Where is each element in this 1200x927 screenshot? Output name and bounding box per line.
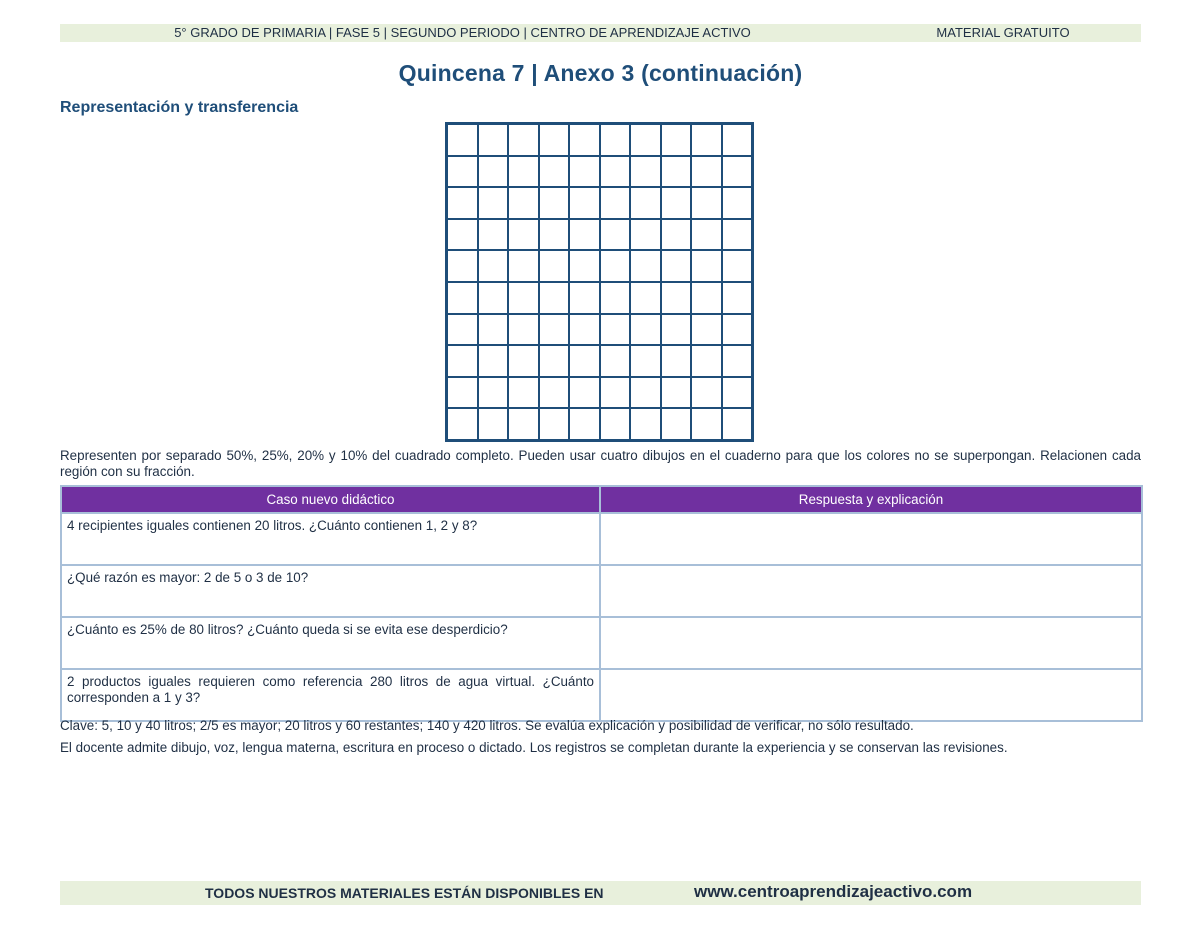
grid-cell — [539, 345, 570, 377]
grid-cell — [508, 219, 539, 251]
header-bar — [60, 24, 1141, 42]
grid-cell — [508, 187, 539, 219]
grid-cell — [478, 187, 509, 219]
grid-cell — [691, 187, 722, 219]
grid-cell — [508, 282, 539, 314]
grid-cell — [569, 156, 600, 188]
grid-cell — [600, 124, 631, 156]
grid-cell — [661, 377, 692, 409]
grid-cell — [478, 219, 509, 251]
grid-cell — [569, 345, 600, 377]
grid-cell — [478, 124, 509, 156]
grid-cell — [478, 345, 509, 377]
grid-cell — [691, 314, 722, 346]
grid-cell — [600, 377, 631, 409]
answer-cell[interactable] — [600, 617, 1142, 669]
grid-cell — [691, 408, 722, 440]
answer-cell[interactable] — [600, 565, 1142, 617]
grid-cell — [722, 219, 753, 251]
grid-cell — [630, 408, 661, 440]
hundred-grid — [445, 122, 754, 442]
table-row — [61, 617, 1142, 669]
grid-cell — [600, 187, 631, 219]
grid-cell — [661, 314, 692, 346]
grid-cell — [661, 124, 692, 156]
grid-cell — [691, 282, 722, 314]
grid-cell — [722, 124, 753, 156]
grid-cell — [508, 408, 539, 440]
grid-cell — [539, 187, 570, 219]
footer-text: TODOS NUESTROS MATERIALES ESTÁN DISPONIBLES EN — [205, 885, 604, 901]
grid-cell — [661, 345, 692, 377]
grid-cell — [722, 282, 753, 314]
grid-cell — [447, 377, 478, 409]
grid-cell — [691, 156, 722, 188]
grid-cell — [630, 250, 661, 282]
key-note: Clave: 5, 10 y 40 litros; 2/5 es mayor; 20 litros y 60 restantes; 140 y 420 litros. Se evalúa explicación y posibilidad de verificar, no sólo resultado. — [60, 718, 914, 733]
grid-cell — [630, 187, 661, 219]
table-row — [61, 669, 1142, 721]
grid-cell — [447, 156, 478, 188]
grid-cell — [661, 408, 692, 440]
grid-cell — [447, 219, 478, 251]
footer-bar — [60, 881, 1141, 905]
grid-cell — [630, 156, 661, 188]
case-cell: ¿Qué razón es mayor: 2 de 5 o 3 de 10? — [61, 565, 600, 617]
grid-cell — [630, 345, 661, 377]
header-info: 5° GRADO DE PRIMARIA | FASE 5 | SEGUNDO PERIODO | CENTRO DE APRENDIZAJE ACTIVO — [174, 25, 751, 40]
grid-cell — [539, 250, 570, 282]
grid-cell — [508, 345, 539, 377]
column-header-case: Caso nuevo didáctico — [61, 486, 600, 513]
grid-cell — [447, 187, 478, 219]
column-header-answer: Respuesta y explicación — [600, 486, 1142, 513]
grid-cell — [569, 377, 600, 409]
grid-cell — [722, 314, 753, 346]
grid-cell — [630, 282, 661, 314]
grid-cell — [508, 156, 539, 188]
grid-cell — [600, 156, 631, 188]
grid-cell — [722, 187, 753, 219]
grid-cell — [478, 282, 509, 314]
grid-cell — [447, 408, 478, 440]
grid-cell — [661, 187, 692, 219]
grid-cell — [447, 282, 478, 314]
case-cell: 4 recipientes iguales contienen 20 litros. ¿Cuánto contienen 1, 2 y 8? — [61, 513, 600, 565]
grid-cell — [539, 219, 570, 251]
grid-cell — [691, 124, 722, 156]
grid-cell — [447, 250, 478, 282]
grid-cell — [539, 408, 570, 440]
header-badge: MATERIAL GRATUITO — [936, 25, 1070, 40]
grid-cell — [630, 219, 661, 251]
footer-link[interactable]: www.centroaprendizajeactivo.com — [694, 882, 973, 901]
grid-cell — [661, 156, 692, 188]
grid-cell — [447, 124, 478, 156]
grid-cell — [630, 124, 661, 156]
grid-cell — [569, 187, 600, 219]
grid-cell — [600, 345, 631, 377]
grid-cell — [539, 156, 570, 188]
grid-cell — [508, 250, 539, 282]
grid-cell — [722, 250, 753, 282]
grid-cell — [569, 219, 600, 251]
grid-cell — [539, 124, 570, 156]
grid-cell — [722, 408, 753, 440]
grid-cell — [630, 377, 661, 409]
grid-cell — [447, 345, 478, 377]
case-cell: ¿Cuánto es 25% de 80 litros? ¿Cuánto queda si se evita ese desperdicio? — [61, 617, 600, 669]
grid-cell — [569, 250, 600, 282]
grid-cell — [691, 219, 722, 251]
cases-table — [60, 485, 1143, 722]
answer-cell[interactable] — [600, 513, 1142, 565]
grid-cell — [539, 377, 570, 409]
section-title: Representación y transferencia — [60, 99, 299, 116]
answer-cell[interactable] — [600, 669, 1142, 721]
grid-cell — [569, 282, 600, 314]
grid-cell — [478, 408, 509, 440]
grid-cell — [600, 408, 631, 440]
grid-cell — [691, 345, 722, 377]
grid-cell — [691, 377, 722, 409]
grid-cell — [722, 377, 753, 409]
grid-cell — [691, 250, 722, 282]
grid-cell — [569, 124, 600, 156]
page-title: Quincena 7 | Anexo 3 (continuación) — [398, 60, 803, 86]
grid-cell — [478, 156, 509, 188]
grid-cell — [569, 314, 600, 346]
grid-cell — [661, 282, 692, 314]
grid-cell — [478, 314, 509, 346]
grid-cell — [508, 377, 539, 409]
grid-cell — [508, 314, 539, 346]
grid-cell — [478, 377, 509, 409]
grid-cell — [600, 314, 631, 346]
grid-cell — [447, 314, 478, 346]
instructions: Representen por separado 50%, 25%, 20% y 10% del cuadrado completo. Pueden usar cuatro dibujos en el cuaderno para que los colores no se superpongan. Relacionen cada región con su fracción. — [60, 448, 1141, 479]
teacher-note: El docente admite dibujo, voz, lengua materna, escritura en proceso o dictado. Los registros se completan durante la experiencia y se conservan las revisiones. — [60, 740, 1008, 755]
table-header-row — [61, 486, 1142, 513]
grid-cell — [600, 282, 631, 314]
grid-cell — [722, 156, 753, 188]
grid-cell — [478, 250, 509, 282]
grid-cell — [630, 314, 661, 346]
grid-cell — [600, 250, 631, 282]
case-cell: 2 productos iguales requieren como referencia 280 litros de agua virtual. ¿Cuánto corresponden a 1 y 3? — [61, 669, 600, 721]
table-row — [61, 513, 1142, 565]
grid-cell — [569, 408, 600, 440]
grid-cell — [661, 219, 692, 251]
grid-cell — [539, 282, 570, 314]
grid-cell — [661, 250, 692, 282]
grid-cell — [722, 345, 753, 377]
grid-cell — [508, 124, 539, 156]
table-row — [61, 565, 1142, 617]
grid-cell — [600, 219, 631, 251]
grid-cell — [539, 314, 570, 346]
